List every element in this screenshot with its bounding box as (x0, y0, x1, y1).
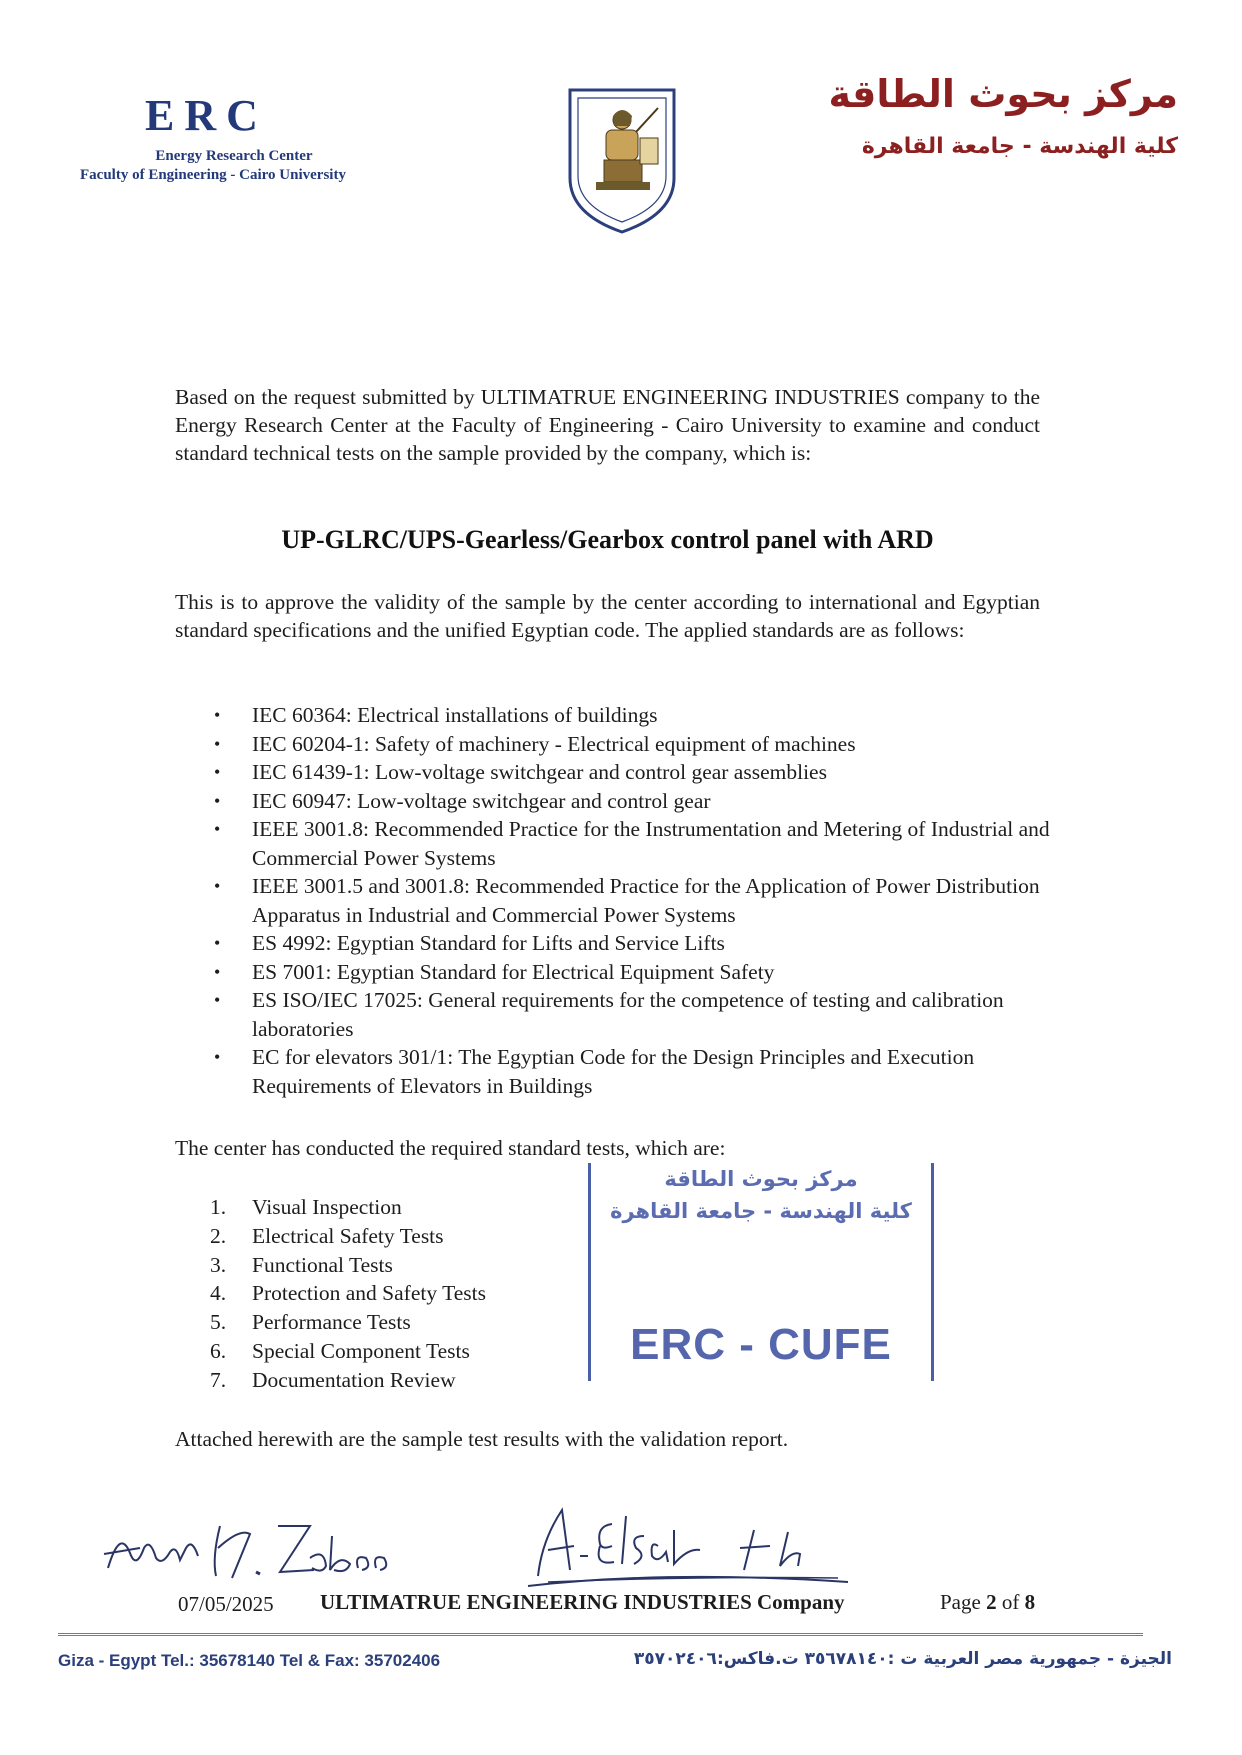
faculty-name: Faculty of Engineering - Cairo University (80, 167, 346, 183)
erc-stamp (588, 1163, 934, 1381)
standard-item: • IEC 60204-1: Safety of machinery - Electrical equipment of machines (200, 730, 1050, 759)
test-number: 2. (210, 1223, 227, 1248)
tests-intro: The center has conducted the required standard tests, which are: (175, 1136, 726, 1160)
test-label: Functional Tests (252, 1252, 393, 1277)
product-title: UP-GLRC/UPS-Gearless/Gearbox control panel with ARD (281, 525, 934, 554)
test-item (210, 1366, 486, 1395)
signature-right (518, 1500, 858, 1590)
test-item (210, 1251, 486, 1280)
standards-list (200, 701, 1050, 1100)
standard-item: • IEEE 3001.8: Recommended Practice for the Instrumentation and Metering of Industrial and Commercial Power Systems (200, 815, 1050, 872)
footer-contact: Giza - Egypt Tel.: 35678140 Tel & Fax: 35702406 (58, 1651, 441, 1670)
footer-divider (58, 1633, 1143, 1636)
page-of: of (1001, 1590, 1020, 1614)
test-item (210, 1193, 486, 1222)
arabic-faculty-subtitle: كلية الهندسة - جامعة القاهرة (861, 134, 1178, 159)
test-item (210, 1308, 486, 1337)
intro-paragraph: Based on the request submitted by ULTIMATRUE ENGINEERING INDUSTRIES company to the Energy Research Center at the Faculty of Engineering - Cairo University to examine and conduct standard technical tests on the sample provided by the company, which is: (175, 385, 1040, 465)
report-company: ULTIMATRUE ENGINEERING INDUSTRIES Company (320, 1590, 845, 1614)
standard-item: • EC for elevators 301/1: The Egyptian Code for the Design Principles and Execution Requirements of Elevators in Buildings (200, 1043, 1050, 1100)
page-total: 8 (1024, 1590, 1036, 1614)
stamp-english: ERC - CUFE (630, 1320, 892, 1369)
test-label: Performance Tests (252, 1310, 411, 1335)
standard-item: • ES 4992: Egyptian Standard for Lifts and Service Lifts (200, 929, 1050, 958)
test-label: Visual Inspection (252, 1195, 402, 1219)
standard-item: • IEEE 3001.5 and 3001.8: Recommended Practice for the Application of Power Distribution Apparatus in Industrial and Commercial Power Systems (200, 872, 1050, 929)
standard-item: • IEC 61439-1: Low-voltage switchgear and control gear assemblies (200, 758, 1050, 787)
test-label: Protection and Safety Tests (252, 1281, 486, 1306)
stamp-arabic-line2: كلية الهندسة - جامعة القاهرة (610, 1199, 912, 1223)
test-number: 5. (210, 1310, 227, 1335)
erc-logo-text: ERC (145, 91, 268, 140)
arabic-center-title: مركز بحوث الطاقة (828, 72, 1178, 116)
report-date: 07/05/2025 (178, 1592, 274, 1616)
attached-note: Attached herewith are the sample test results with the validation report. (175, 1427, 789, 1451)
approval-paragraph: This is to approve the validity of the sample by the center according to international and Egyptian standard specifications and the unified Egyptian code. The applied standards are as follows: (175, 590, 1040, 642)
stamp-arabic-line1: مركز بحوث الطاقة (664, 1167, 858, 1191)
test-number: 7. (210, 1367, 227, 1392)
signature-left (100, 1508, 400, 1588)
test-number: 6. (210, 1338, 227, 1363)
test-label: Special Component Tests (252, 1338, 470, 1363)
center-name: Energy Research Center (155, 148, 313, 164)
test-number: 1. (210, 1195, 227, 1219)
standard-item: • IEC 60364: Electrical installations of buildings (200, 701, 1050, 730)
footer-arabic-contact: الجيزة - جمهورية مصر العربية ت :٣٥٦٧٨١٤٠ ت.فاكس:٣٥٧٠٢٤٠٦ (633, 1649, 1172, 1669)
page-current: 2 (986, 1590, 997, 1614)
test-item (210, 1279, 486, 1308)
cairo-university-emblem (566, 86, 678, 236)
standard-item: • ES ISO/IEC 17025: General requirements for the competence of testing and calibration laboratories (200, 986, 1050, 1043)
tests-list (210, 1193, 486, 1395)
test-label: Electrical Safety Tests (252, 1223, 444, 1248)
page-indicator (940, 1590, 1035, 1615)
test-number: 4. (210, 1281, 227, 1306)
page-prefix: Page (940, 1590, 981, 1614)
test-item (210, 1222, 486, 1251)
standard-item: • IEC 60947: Low-voltage switchgear and control gear (200, 787, 1050, 816)
test-number: 3. (210, 1252, 227, 1277)
test-label: Documentation Review (252, 1367, 456, 1392)
test-item (210, 1337, 486, 1366)
standard-item: • ES 7001: Egyptian Standard for Electrical Equipment Safety (200, 958, 1050, 987)
